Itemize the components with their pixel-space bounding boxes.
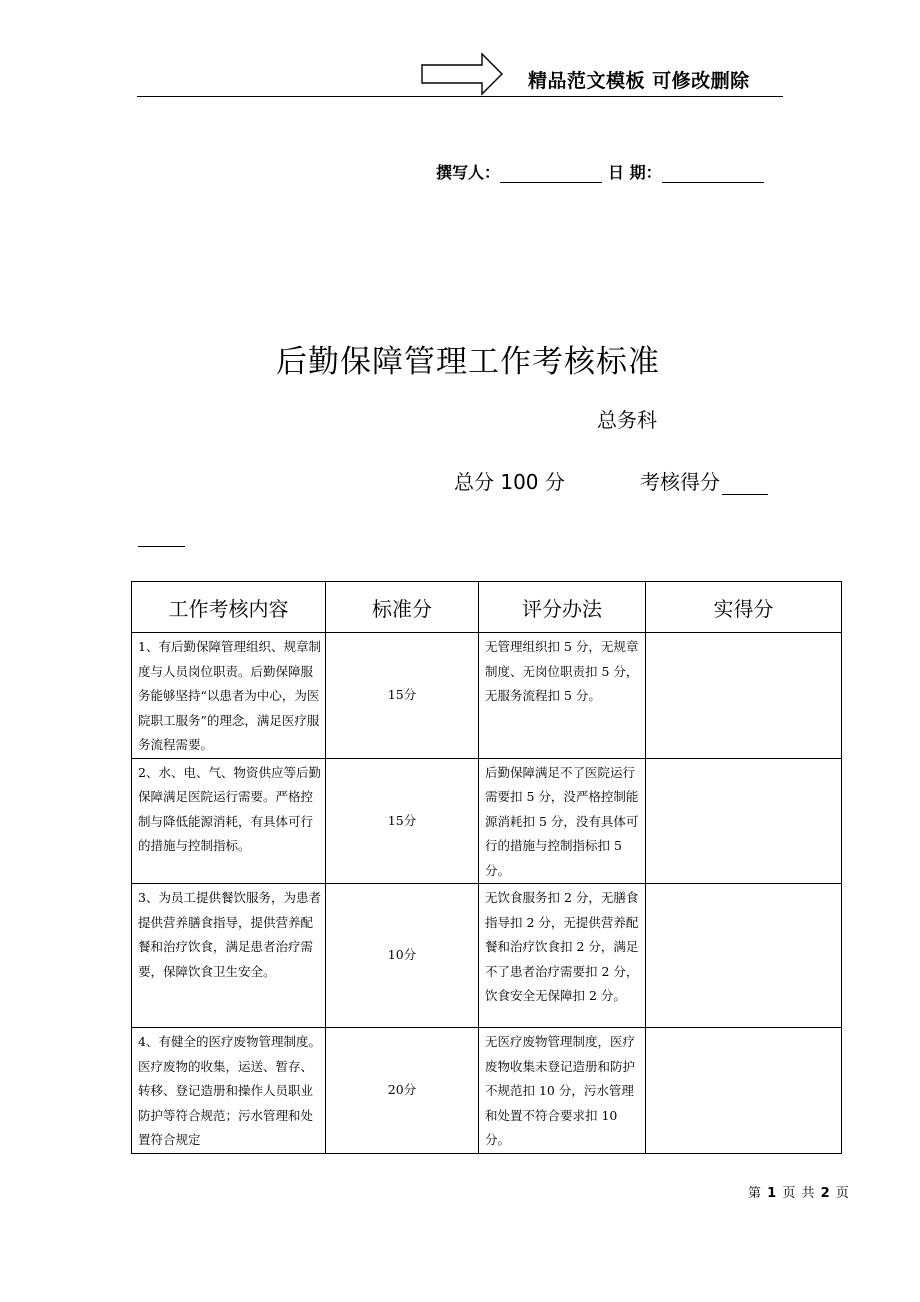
- writer-date-line: [436, 160, 764, 183]
- page-total: 2: [820, 1186, 831, 1201]
- total-score: 总分 100 分: [454, 470, 565, 494]
- earned-score-label: 考核得分: [640, 470, 720, 494]
- page-mid: 页 共: [782, 1186, 816, 1201]
- row-content: 1、有后勤保障管理组织、规章制度与人员岗位职责。后勤保障服务能够坚持“以患者为中心，为医院职工服务”的理念，满足医疗服务流程需要。: [132, 633, 326, 759]
- row-standard-score: 10分: [326, 884, 479, 1028]
- arrow-right-icon: [420, 52, 504, 96]
- row-scoring-method: 无饮食服务扣 2 分，无膳食指导扣 2 分，无提供营养配餐和治疗饮食扣 2 分，满足不了患者治疗需要扣 2 分，饮食安全无保障扣 2 分。: [479, 884, 646, 1028]
- header-scoring-method: 评分办法: [479, 582, 646, 633]
- row-content: 3、为员工提供餐饮服务，为患者提供营养膳食指导，提供营养配餐和治疗饮食，满足患者治疗需要，保障饮食卫生安全。: [132, 884, 326, 1028]
- department-name: 总务科: [597, 408, 657, 432]
- row-scoring-method: 无管理组织扣 5 分，无规章制度、无岗位职责扣 5 分，无服务流程扣 5 分。: [479, 633, 646, 759]
- header-banner-text: 精品范文模板 可修改删除: [528, 70, 750, 92]
- header-rule: [137, 96, 783, 97]
- score-blank-continuation: [138, 546, 185, 547]
- assessment-table: [131, 581, 842, 1154]
- writer-label: 撰写人：: [436, 163, 501, 182]
- row-standard-score: 15分: [326, 633, 479, 759]
- header-content: 工作考核内容: [132, 582, 326, 633]
- date-label: 日 期：: [608, 163, 662, 182]
- table-row: [132, 884, 842, 1028]
- table-row: [132, 758, 842, 884]
- page-prefix: 第: [748, 1186, 763, 1201]
- document-title: 后勤保障管理工作考核标准: [276, 344, 660, 380]
- row-standard-score: 15分: [326, 758, 479, 884]
- header-standard-score: 标准分: [326, 582, 479, 633]
- row-content: 4、有健全的医疗废物管理制度。医疗废物的收集，运送、暂存、转移、登记造册和操作人员职业防护等符合规范；污水管理和处置符合规定: [132, 1028, 326, 1154]
- header-actual-score: 实得分: [646, 582, 842, 633]
- row-content: 2、水、电、气、物资供应等后勤保障满足医院运行需要。严格控制与降低能源消耗，有具体可行的措施与控制指标。: [132, 758, 326, 884]
- row-actual-score[interactable]: [646, 758, 842, 884]
- row-scoring-method: 后勤保障满足不了医院运行需要扣 5 分，没严格控制能源消耗扣 5 分，没有具体可行的措施与控制指标扣 5 分。: [479, 758, 646, 884]
- page-number: [748, 1182, 850, 1201]
- row-actual-score[interactable]: [646, 633, 842, 759]
- page-suffix: 页: [835, 1186, 850, 1201]
- row-standard-score: 20分: [326, 1028, 479, 1154]
- row-scoring-method: 无医疗废物管理制度，医疗废物收集未登记造册和防护不规范扣 10 分，污水管理和处置不符合要求扣 10 分。: [479, 1028, 646, 1154]
- date-blank[interactable]: [662, 164, 764, 183]
- writer-blank[interactable]: [500, 164, 602, 183]
- table-row: [132, 633, 842, 759]
- page-current: 1: [767, 1186, 778, 1201]
- earned-score-blank[interactable]: [722, 472, 768, 495]
- earned-score: [640, 466, 768, 495]
- row-actual-score[interactable]: [646, 884, 842, 1028]
- row-actual-score[interactable]: [646, 1028, 842, 1154]
- table-header-row: [132, 582, 842, 633]
- table-row: [132, 1028, 842, 1154]
